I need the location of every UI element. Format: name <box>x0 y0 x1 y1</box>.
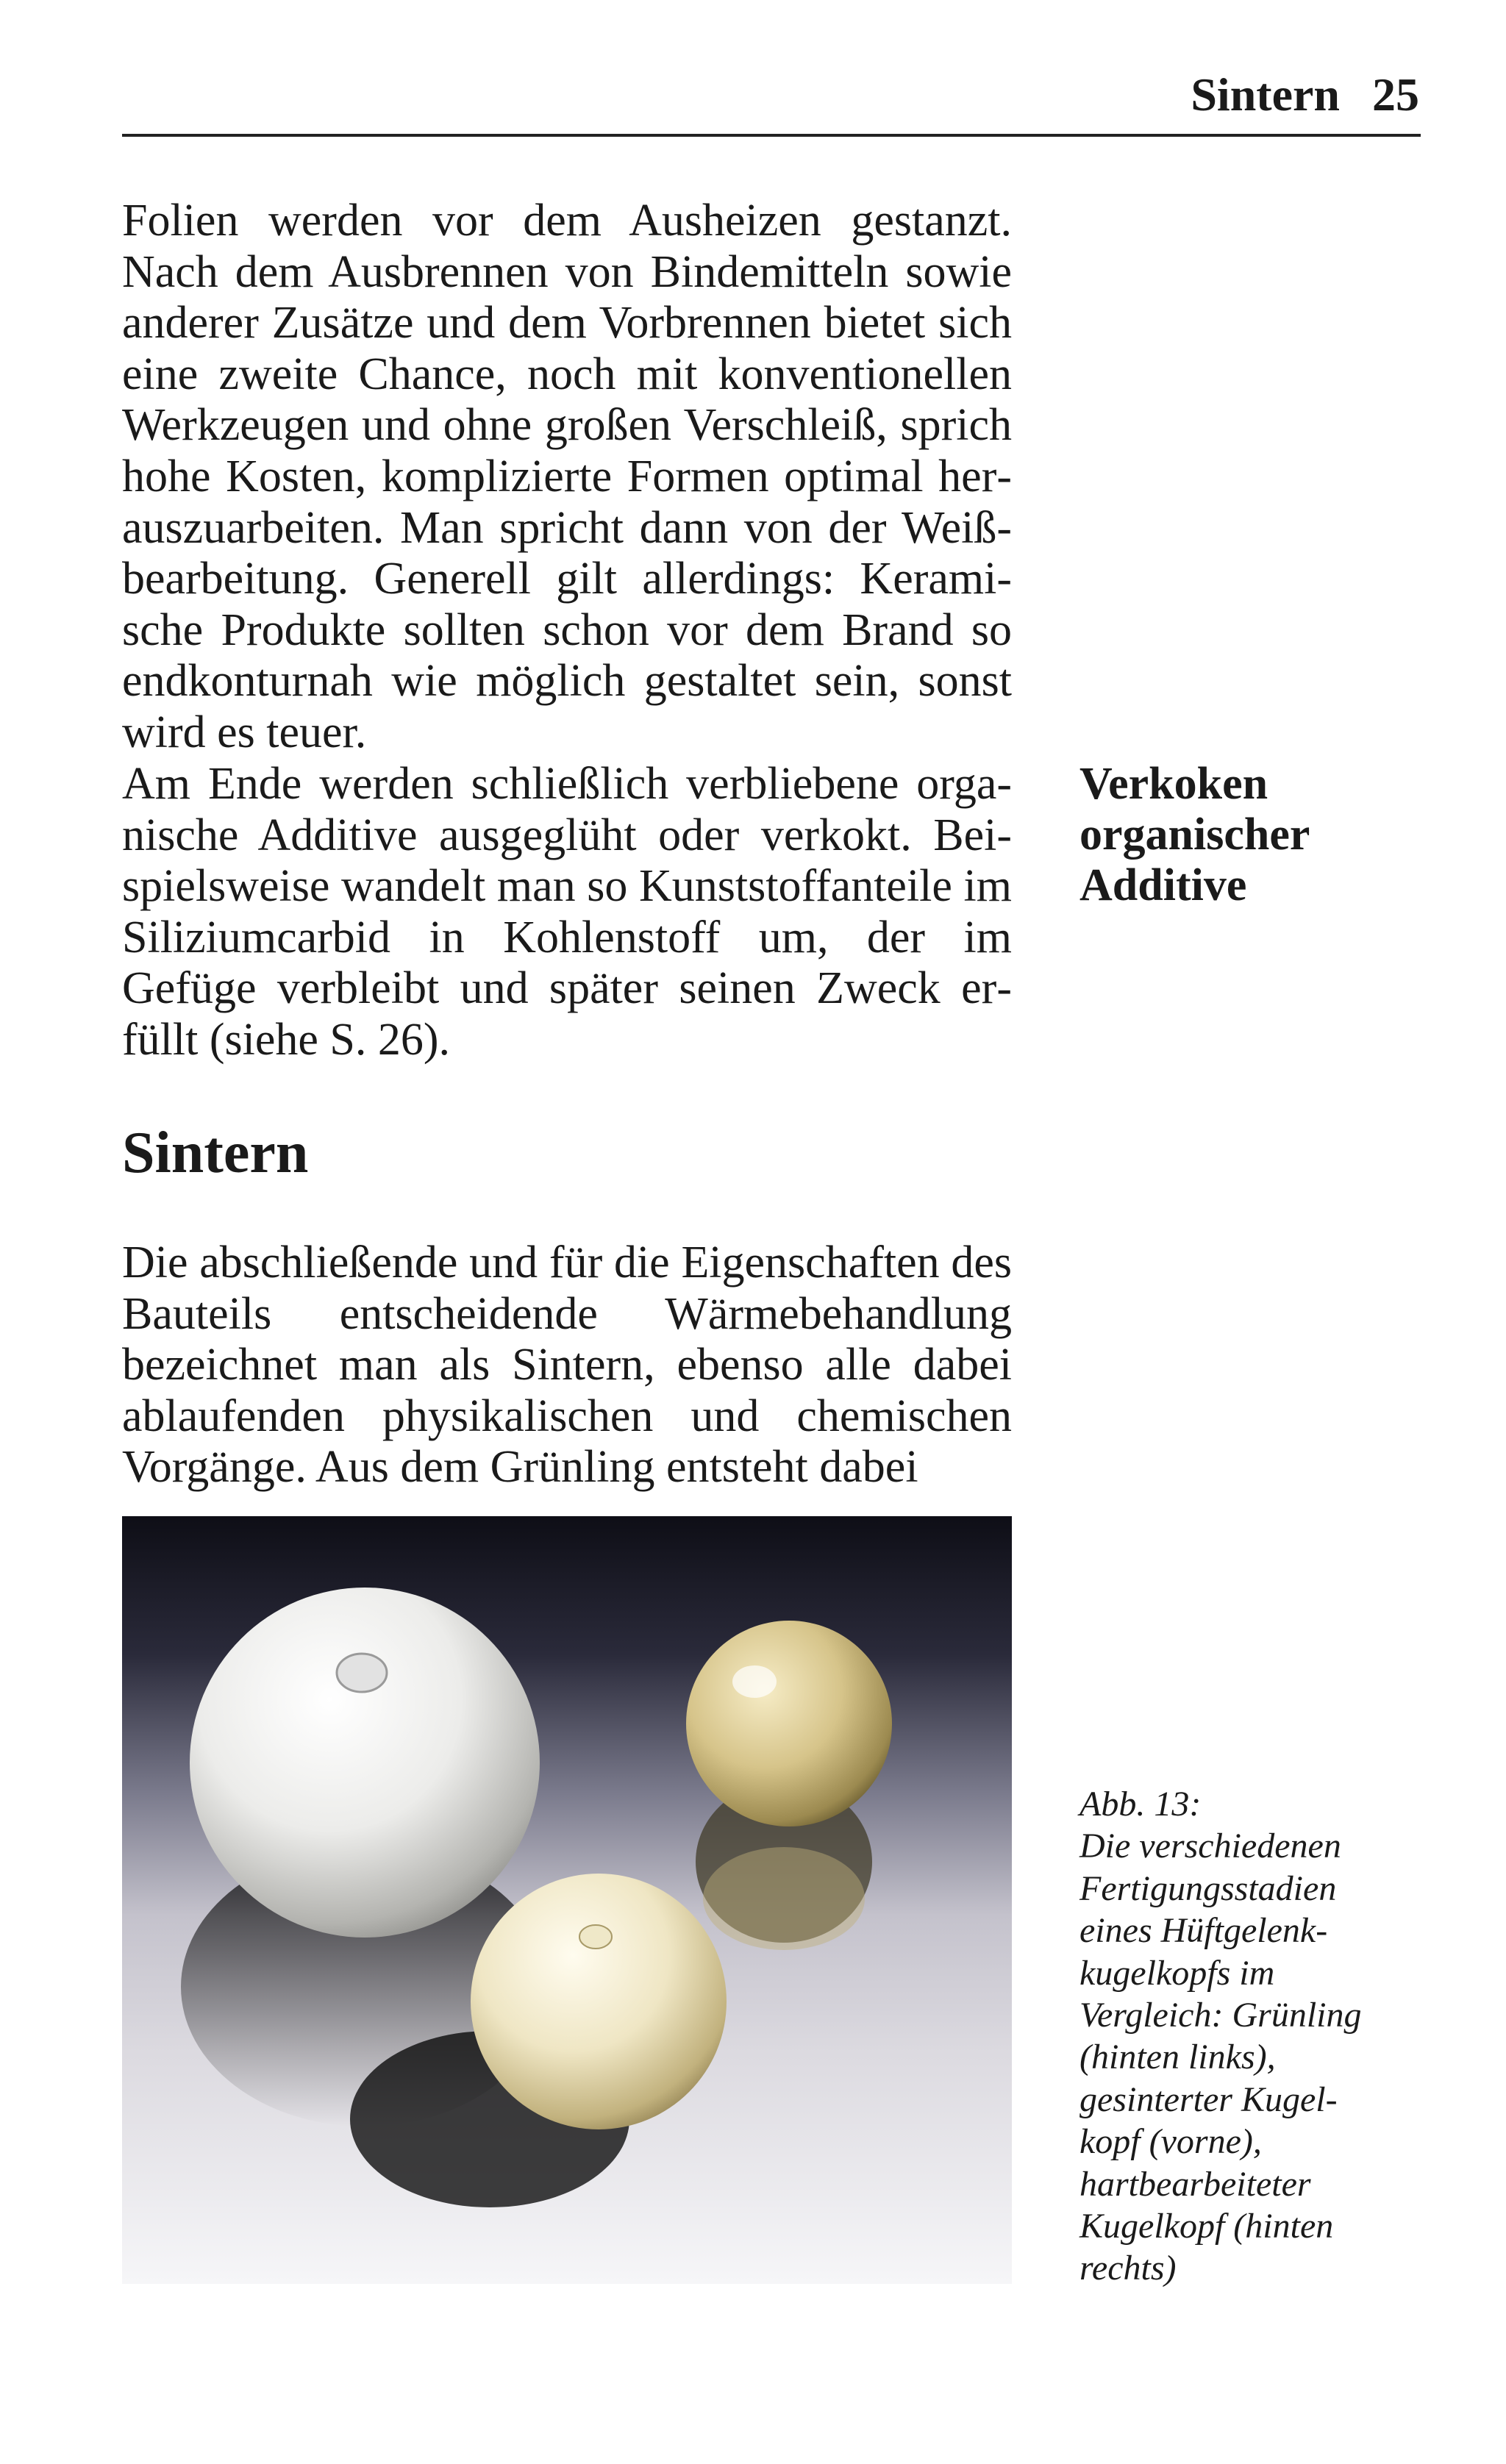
paragraph-folien <box>122 196 1012 759</box>
margin-note-verkoken <box>1079 759 1388 911</box>
header-rule <box>122 134 1421 137</box>
paragraph-sintern <box>122 1238 1012 1493</box>
caption-line: Vergleich: Grünling <box>1079 1996 1362 2035</box>
paragraph-text: Folien werden vor dem Ausheizen gestanzt. Nach dem Ausbrennen von Bindemitteln sowie anderer Zusätze und dem Vorbrennen bietet sich eine zweite Chance, noch mit konventionellen Werkzeugen und ohne großen Verschleiß, sprich hohe Kosten, komplizierte Formen optimal herauszuarbeiten. Man spricht dann von der Weißbearbeitung. Generell gilt allerdings: Keramische Produkte sollten schon vor dem Brand so endkonturnah wie möglich gestaltet sein, sonst wird es teuer. <box>122 196 1012 757</box>
caption-line: (hinten links), <box>1079 2038 1276 2077</box>
figure-spheres-photo <box>122 1516 1012 2284</box>
caption-line: Kugelkopf (hinten <box>1079 2207 1334 2246</box>
running-title: Sintern <box>1191 68 1340 121</box>
margin-note-line: Additive <box>1079 860 1247 910</box>
caption-line: eines Hüftgelenk- <box>1079 1911 1328 1951</box>
paragraph-text: Am Ende werden schließlich verbliebene organische Additive ausgeglüht oder verkokt. Beispielsweise wandelt man so Kunststoffanteile im Siliziumcarbid in Kohlenstoff um, der im Gefüge verbleibt und später seinen Zweck erfüllt (siehe S. 26). <box>122 759 1012 1065</box>
spheres-illustration <box>122 1516 1012 2284</box>
caption-line: Fertigungsstadien <box>1079 1868 1337 1908</box>
caption-line: hartbearbeiteter <box>1079 2164 1311 2204</box>
figure-caption <box>1079 1783 1403 2290</box>
margin-note-line: Verkoken <box>1079 759 1268 809</box>
page-number: 25 <box>1372 68 1419 121</box>
paragraph-text: Die abschließende und für die Eigenschaften des Bauteils entscheidende Wärmebehandlung bezeichnet man als Sintern, ebenso alle dabei ablaufenden physikalischen und chemischen Vorgänge. Aus dem Grünling entsteht dabei <box>122 1238 1012 1493</box>
running-header <box>1191 68 1419 122</box>
caption-line: rechts) <box>1079 2249 1177 2288</box>
caption-line: kugelkopfs im <box>1079 1953 1275 1993</box>
paragraph-verkoken <box>122 759 1012 1066</box>
caption-line: kopf (vorne), <box>1079 2122 1262 2162</box>
caption-line: Abb. 13: <box>1079 1785 1202 1824</box>
caption-line: gesinterter Kugel- <box>1079 2079 1338 2119</box>
margin-note-line: organischer <box>1079 810 1310 860</box>
section-heading-sintern: Sintern <box>122 1121 309 1185</box>
caption-line: Die verschiedenen <box>1079 1826 1341 1866</box>
